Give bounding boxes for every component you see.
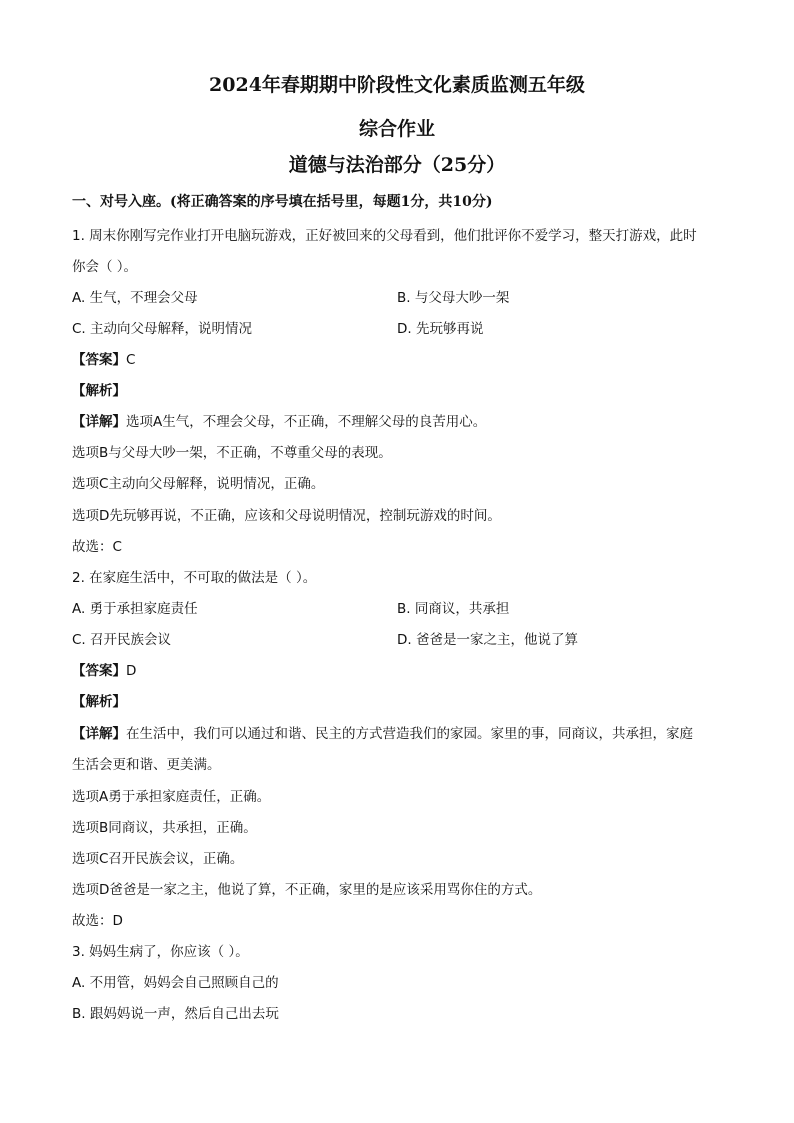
q1-answer-tag: 【答案】 — [72, 352, 126, 368]
section-heading: 一、对号入座。(将正确答案的序号填在括号里，每题1分，共10分) — [72, 194, 493, 210]
q1-detail-tag: 【详解】 — [72, 414, 126, 430]
q2-answer — [72, 659, 136, 679]
q2-detail-tag: 【详解】 — [72, 726, 126, 742]
q2-detail-1: 选项A勇于承担家庭责任，正确。 — [72, 789, 271, 805]
q1-option-b: B. 与父母大吵一架 — [397, 290, 510, 306]
q1-stem-line2: 你会（ ）。 — [72, 259, 138, 275]
q1-detail-4: 选项D先玩够再说，不正确，应该和父母说明情况，控制玩游戏的时间。 — [72, 508, 501, 524]
q1-detail-2: 选项B与父母大吵一架，不正确，不尊重父母的表现。 — [72, 445, 392, 461]
q3-stem: 3. 妈妈生病了，你应该（ ）。 — [72, 944, 249, 960]
q1-answer-value: C — [126, 352, 136, 368]
q1-option-d: D. 先玩够再说 — [397, 321, 484, 337]
q2-option-d: D. 爸爸是一家之主，他说了算 — [397, 632, 578, 648]
q2-detail-line1: 【详解】在生活中，我们可以通过和谐、民主的方式营造我们的家园。家里的事，同商议，共承担，家庭 — [72, 726, 693, 742]
q2-stem: 2. 在家庭生活中，不可取的做法是（ ）。 — [72, 570, 317, 586]
q2-detail-line2: 生活会更和谐、更美满。 — [72, 757, 221, 773]
q2-detail-4: 选项D爸爸是一家之主，他说了算，不正确，家里的是应该采用骂你住的方式。 — [72, 882, 542, 898]
q1-answer — [72, 348, 135, 368]
q2-option-b: B. 同商议，共承担 — [397, 601, 510, 617]
q3-option-a: A. 不用管，妈妈会自己照顾自己的 — [72, 975, 279, 991]
q1-option-a: A. 生气，不理会父母 — [72, 290, 198, 306]
part-title: 道德与法治部分（25分） — [288, 154, 506, 176]
q1-detail-3: 选项C主动向父母解释，说明情况，正确。 — [72, 476, 325, 492]
document-subtitle: 综合作业 — [358, 118, 435, 140]
q3-option-b: B. 跟妈妈说一声，然后自己出去玩 — [72, 1006, 279, 1022]
q2-detail-3: 选项C召开民族会议，正确。 — [72, 851, 244, 867]
q2-detail-2: 选项B同商议，共承担，正确。 — [72, 820, 257, 836]
q2-conclusion: 故选：D — [72, 913, 123, 929]
q1-option-c: C. 主动向父母解释，说明情况 — [72, 321, 253, 337]
q1-stem-line1: 1. 周末你刚写完作业打开电脑玩游戏，正好被回来的父母看到，他们批评你不爱学习，整天打游戏，此时 — [72, 228, 697, 244]
document-title: 2024年春期期中阶段性文化素质监测五年级 — [209, 74, 585, 96]
q2-option-a: A. 勇于承担家庭责任 — [72, 601, 198, 617]
q1-analysis-tag: 【解析】 — [72, 383, 126, 399]
q1-detail-1: 【详解】选项A生气，不理会父母，不正确，不理解父母的良苦用心。 — [72, 414, 487, 430]
q2-analysis-tag: 【解析】 — [72, 694, 126, 710]
q2-option-c: C. 召开民族会议 — [72, 632, 172, 648]
q1-conclusion: 故选：C — [72, 539, 122, 555]
q2-answer-value: D — [126, 663, 137, 679]
q2-answer-tag: 【答案】 — [72, 663, 126, 679]
